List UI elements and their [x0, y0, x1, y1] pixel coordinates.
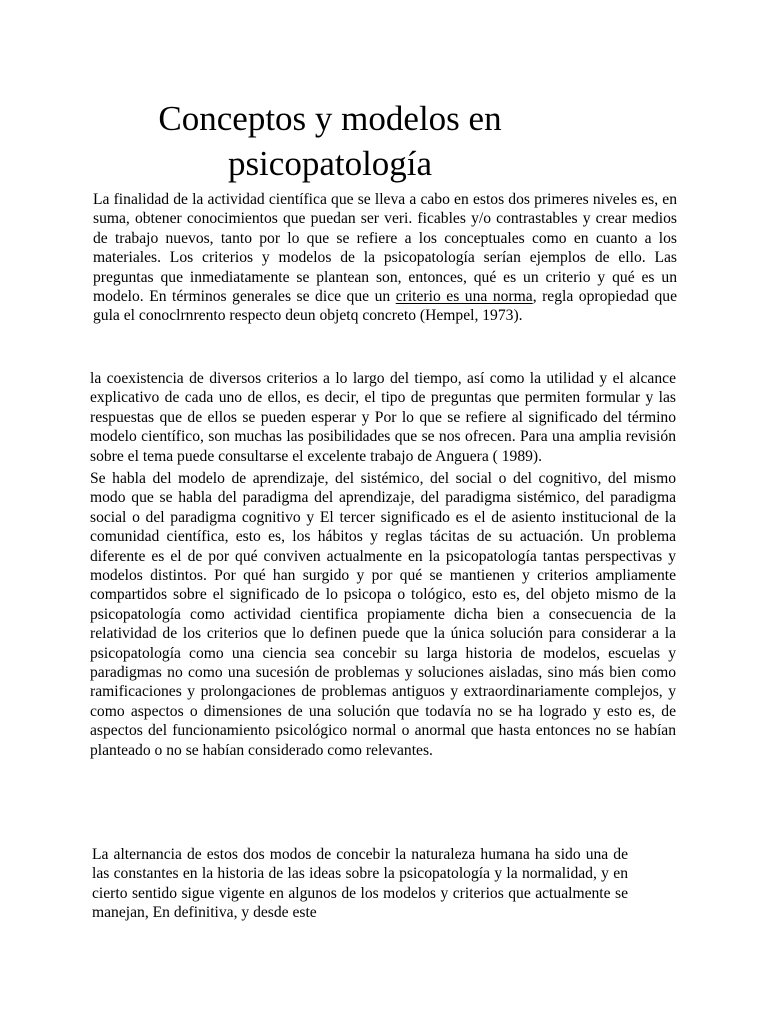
paragraph-3: Se habla del modelo de aprendizaje, del sistémico, del social o del cognitivo, del mismo modo que se habla del paradigma del aprendizaje, del paradigma sistémico, del paradigma social o del paradigma cognitivo y El tercer significado es el de asiento institucional de la comunidad científica, esto es, los hábitos y reglas tácitas de su actuación. Un problema diferente es el de por qué conviven actualmente en la psicopatología tantas perspectivas y modelos distintos. Por qué han surgido y por qué se mantienen y criterios ampliamente compartidos sobre el significado de lo psicopa o tológico, esto es, del objeto mismo de la psicopatología como actividad cientifica propiamente dicha bien a consecuencia de la relatividad de los criterios que lo definen puede que la única solución para considerar a la psicopatología como una ciencia sea concebir su larga historia de modelos, escuelas y paradigmas no como una sucesión de problemas y soluciones aisladas, sino más bien como ramificaciones y prolongaciones de problemas antiguos y extraordinariamente complejos, y como aspectos o dimensiones de una solución que todavía no se ha logrado y esto es, de aspectos del funcionamiento psicológico normal o anormal que hasta entonces no se habían planteado o no se habían considerado como relevantes. [90, 470, 676, 759]
paragraph-1 [93, 190, 677, 326]
underlined-phrase: criterio es una norma [395, 288, 533, 306]
paragraph-2: la coexistencia de diversos criterios a lo largo del tiempo, así como la utilidad y el alcance explicativo de cada uno de ellos, es decir, el tipo de preguntas que permiten formular y las respuestas que de ellos se pueden esperar y Por lo que se refiere al significado del término modelo científico, son muchas las posibilidades que se nos ofrecen. Para una amplia revisión sobre el tema puede consultarse el excelente trabajo de Anguera ( 1989). [90, 370, 676, 465]
paragraph-1-text-a: La finalidad de la actividad científica que se lleva a cabo en estos dos primeres niveles es, en suma, obtener conocimientos que puedan ser veri. ficables y/o contrastables y crear medios de trabajo nuevos, tanto por lo que se refiere a los conceptuales como en cuanto a los materiales. Los criterios y modelos de la psicopatología serían ejemplos de ello. Las preguntas que inmediatamente se plantean son, entonces, qué es un criterio y qué es un modelo. En términos generales se dice que un [93, 191, 677, 306]
paragraph-4: La alternancia de estos dos modos de concebir la naturaleza humana ha sido una de las constantes en la historia de las ideas sobre la psicopatología y la normalidad, y en cierto sentido sigue vigente en algunos de los modelos y criterios que actualmente se manejan, En definitiva, y desde este [92, 846, 628, 922]
document-title [140, 96, 520, 186]
title-line-1: Conceptos y modelos en [158, 99, 502, 138]
paragraph-1-text-b: , regla opropiedad que gula el conoclrnrento respecto deun objetq concreto (Hempel, 1973). [93, 288, 677, 325]
title-line-2: psicopatología [227, 144, 433, 183]
